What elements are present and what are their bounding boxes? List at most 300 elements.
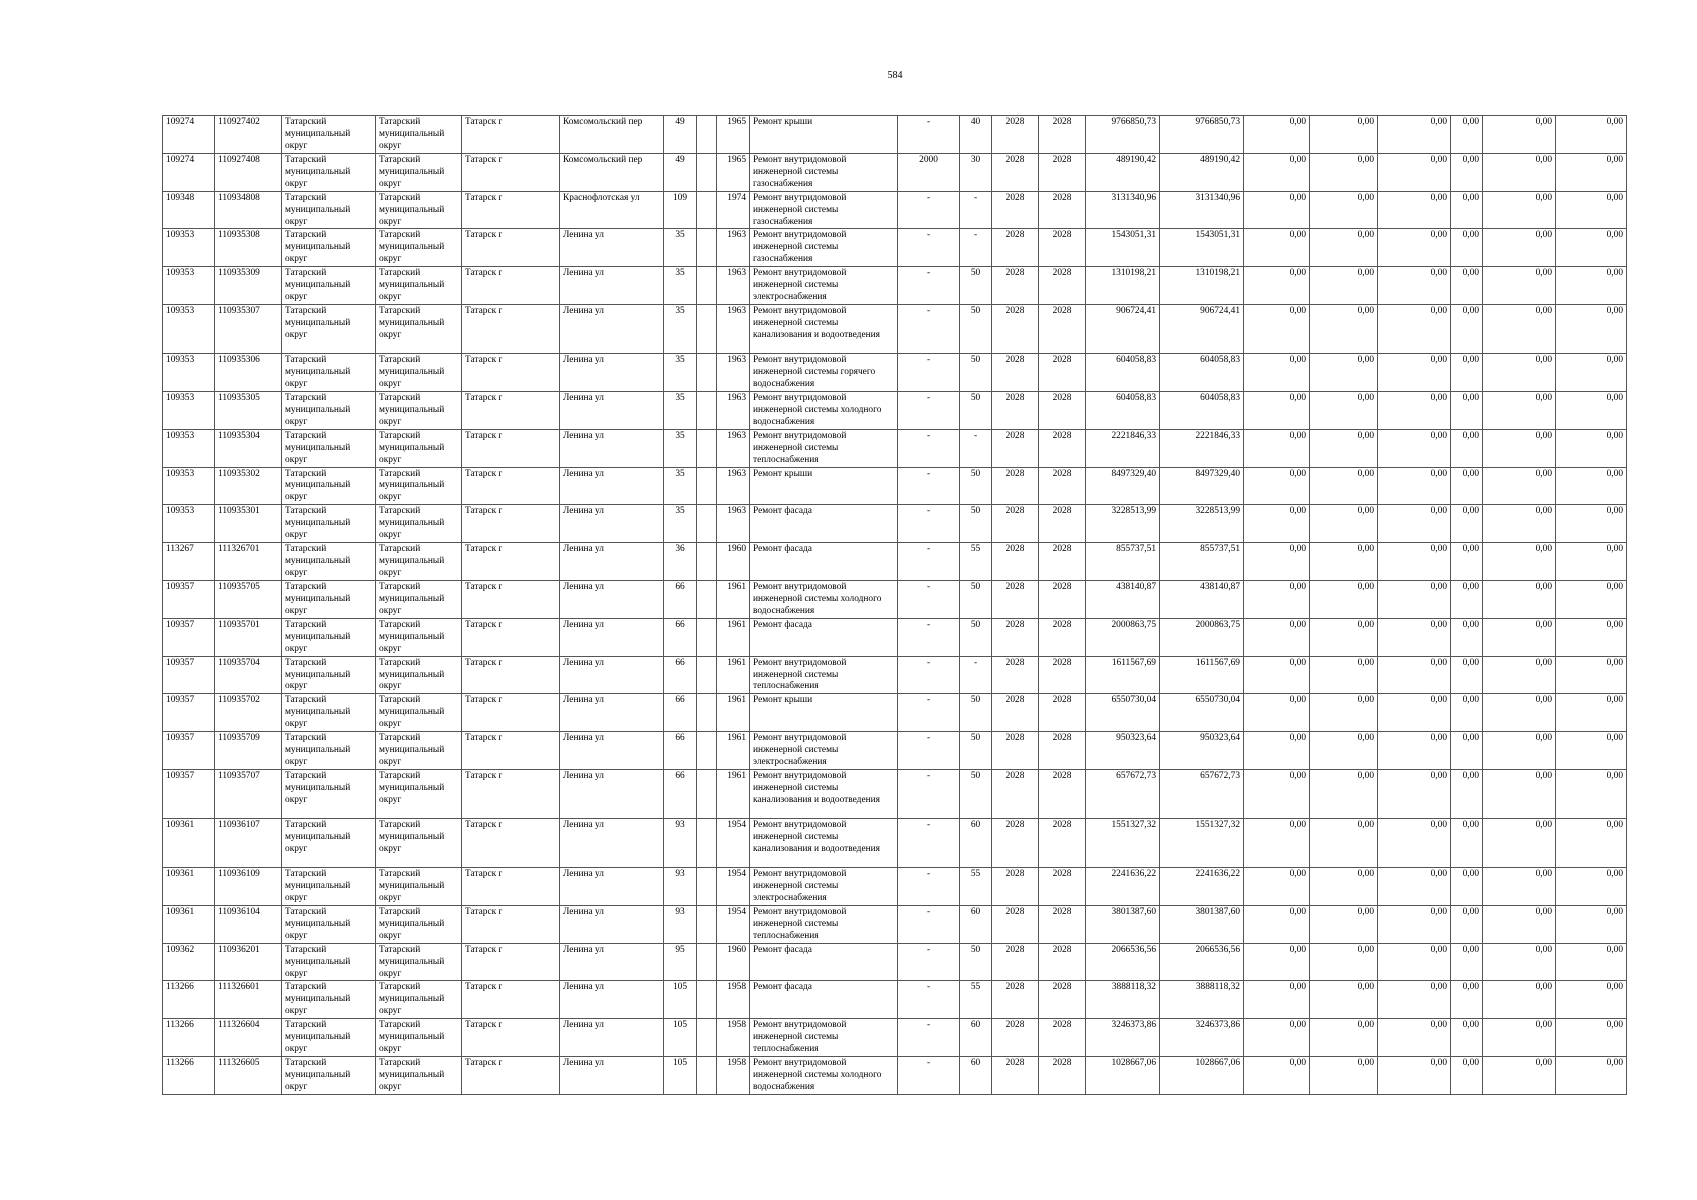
house-id-cell: 109357 xyxy=(163,770,215,819)
plan-end-year-cell: 2028 xyxy=(1039,391,1086,429)
regional-budget-cell: 0,00 xyxy=(1310,305,1378,354)
municipality-cell: Татарский муниципальный округ xyxy=(376,467,462,505)
regional-fund-cost-cell: 657672,73 xyxy=(1160,770,1244,819)
element-id-cell: 110935302 xyxy=(215,467,282,505)
wear-percent-cell: 50 xyxy=(960,770,992,819)
table-row xyxy=(163,981,1627,1019)
regional-fund-cost-cell: 6550730,04 xyxy=(1160,694,1244,732)
regional-budget-cell: 0,00 xyxy=(1310,868,1378,906)
house-id-cell: 109361 xyxy=(163,905,215,943)
building-cell xyxy=(697,656,717,694)
plan-end-year-cell: 2028 xyxy=(1039,191,1086,229)
building-cell xyxy=(697,229,717,267)
regional-budget-cell: 0,00 xyxy=(1310,1057,1378,1095)
other-sources-cell: 0,00 xyxy=(1483,229,1556,267)
year-built-cell: 1961 xyxy=(717,694,750,732)
other-sources-cell: 0,00 xyxy=(1483,354,1556,392)
reserve-cost-cell: 0,00 xyxy=(1556,429,1627,467)
locality-cell: Татарск г xyxy=(462,391,560,429)
plan-start-year-cell: 2028 xyxy=(992,770,1039,819)
owners-cost-cell: 0,00 xyxy=(1451,191,1483,229)
plan-end-year-cell: 2028 xyxy=(1039,1019,1086,1057)
locality-cell: Татарск г xyxy=(462,819,560,868)
street-cell: Ленина ул xyxy=(560,505,664,543)
house-number-cell: 35 xyxy=(664,391,697,429)
wear-percent-cell: - xyxy=(960,191,992,229)
street-cell: Ленина ул xyxy=(560,229,664,267)
reserve-cost-cell: 0,00 xyxy=(1556,868,1627,906)
element-id-cell: 110935705 xyxy=(215,580,282,618)
reserve-cost-cell: 0,00 xyxy=(1556,267,1627,305)
house-number-cell: 49 xyxy=(664,116,697,154)
plan-end-year-cell: 2028 xyxy=(1039,153,1086,191)
wear-percent-cell: - xyxy=(960,656,992,694)
total-cost-cell: 1028667,06 xyxy=(1086,1057,1160,1095)
wear-percent-cell: 50 xyxy=(960,618,992,656)
building-cell xyxy=(697,391,717,429)
page-number: 584 xyxy=(887,70,903,81)
total-cost-cell: 9766850,73 xyxy=(1086,116,1160,154)
last-repair-year-cell: - xyxy=(898,354,960,392)
wear-percent-cell: 55 xyxy=(960,868,992,906)
locality-cell: Татарск г xyxy=(462,191,560,229)
reserve-cost-cell: 0,00 xyxy=(1556,505,1627,543)
locality-cell: Татарск г xyxy=(462,981,560,1019)
other-sources-cell: 0,00 xyxy=(1483,467,1556,505)
plan-end-year-cell: 2028 xyxy=(1039,267,1086,305)
element-id-cell: 111326604 xyxy=(215,1019,282,1057)
year-built-cell: 1960 xyxy=(717,543,750,581)
street-cell: Ленина ул xyxy=(560,618,664,656)
reserve-cost-cell: 0,00 xyxy=(1556,354,1627,392)
owners-cost-cell: 0,00 xyxy=(1451,391,1483,429)
plan-start-year-cell: 2028 xyxy=(992,267,1039,305)
wear-percent-cell: 40 xyxy=(960,116,992,154)
work-type-cell: Ремонт внутридомовой инженерной системы теплоснабжения xyxy=(750,905,898,943)
house-number-cell: 36 xyxy=(664,543,697,581)
municipality-cell: Татарский муниципальный округ xyxy=(376,694,462,732)
other-sources-cell: 0,00 xyxy=(1483,429,1556,467)
wear-percent-cell: 50 xyxy=(960,505,992,543)
regional-fund-cost-cell: 2221846,33 xyxy=(1160,429,1244,467)
year-built-cell: 1961 xyxy=(717,770,750,819)
regional-fund-cost-cell: 1310198,21 xyxy=(1160,267,1244,305)
federal-cost-cell: 0,00 xyxy=(1244,1057,1310,1095)
plan-end-year-cell: 2028 xyxy=(1039,770,1086,819)
table-row xyxy=(163,694,1627,732)
federal-cost-cell: 0,00 xyxy=(1244,694,1310,732)
regional-budget-cell: 0,00 xyxy=(1310,229,1378,267)
municipality-cell: Татарский муниципальный округ xyxy=(376,153,462,191)
reserve-cost-cell: 0,00 xyxy=(1556,229,1627,267)
reserve-cost-cell: 0,00 xyxy=(1556,943,1627,981)
total-cost-cell: 489190,42 xyxy=(1086,153,1160,191)
federal-cost-cell: 0,00 xyxy=(1244,618,1310,656)
owners-cost-cell: 0,00 xyxy=(1451,868,1483,906)
owners-cost-cell: 0,00 xyxy=(1451,543,1483,581)
last-repair-year-cell: - xyxy=(898,1057,960,1095)
house-number-cell: 66 xyxy=(664,580,697,618)
table-row xyxy=(163,354,1627,392)
local-budget-cell: 0,00 xyxy=(1378,354,1451,392)
plan-start-year-cell: 2028 xyxy=(992,694,1039,732)
element-id-cell: 111326701 xyxy=(215,543,282,581)
year-built-cell: 1965 xyxy=(717,116,750,154)
owners-cost-cell: 0,00 xyxy=(1451,656,1483,694)
year-built-cell: 1961 xyxy=(717,732,750,770)
house-number-cell: 109 xyxy=(664,191,697,229)
plan-end-year-cell: 2028 xyxy=(1039,505,1086,543)
plan-end-year-cell: 2028 xyxy=(1039,467,1086,505)
table-row xyxy=(163,656,1627,694)
house-number-cell: 105 xyxy=(664,1057,697,1095)
last-repair-year-cell: - xyxy=(898,656,960,694)
regional-budget-cell: 0,00 xyxy=(1310,467,1378,505)
plan-start-year-cell: 2028 xyxy=(992,943,1039,981)
total-cost-cell: 438140,87 xyxy=(1086,580,1160,618)
local-budget-cell: 0,00 xyxy=(1378,868,1451,906)
last-repair-year-cell: - xyxy=(898,981,960,1019)
district-cell: Татарский муниципальный округ xyxy=(282,618,376,656)
other-sources-cell: 0,00 xyxy=(1483,943,1556,981)
last-repair-year-cell: - xyxy=(898,618,960,656)
plan-start-year-cell: 2028 xyxy=(992,505,1039,543)
last-repair-year-cell: 2000 xyxy=(898,153,960,191)
reserve-cost-cell: 0,00 xyxy=(1556,1019,1627,1057)
plan-start-year-cell: 2028 xyxy=(992,656,1039,694)
street-cell: Ленина ул xyxy=(560,354,664,392)
municipality-cell: Татарский муниципальный округ xyxy=(376,943,462,981)
plan-start-year-cell: 2028 xyxy=(992,229,1039,267)
house-id-cell: 109353 xyxy=(163,467,215,505)
regional-fund-cost-cell: 1611567,69 xyxy=(1160,656,1244,694)
municipality-cell: Татарский муниципальный округ xyxy=(376,267,462,305)
element-id-cell: 110935301 xyxy=(215,505,282,543)
plan-start-year-cell: 2028 xyxy=(992,732,1039,770)
federal-cost-cell: 0,00 xyxy=(1244,868,1310,906)
street-cell: Ленина ул xyxy=(560,1057,664,1095)
federal-cost-cell: 0,00 xyxy=(1244,467,1310,505)
street-cell: Ленина ул xyxy=(560,267,664,305)
last-repair-year-cell: - xyxy=(898,267,960,305)
federal-cost-cell: 0,00 xyxy=(1244,819,1310,868)
street-cell: Комсомольский пер xyxy=(560,153,664,191)
other-sources-cell: 0,00 xyxy=(1483,1019,1556,1057)
year-built-cell: 1963 xyxy=(717,467,750,505)
other-sources-cell: 0,00 xyxy=(1483,981,1556,1019)
regional-fund-cost-cell: 9766850,73 xyxy=(1160,116,1244,154)
other-sources-cell: 0,00 xyxy=(1483,505,1556,543)
regional-fund-cost-cell: 604058,83 xyxy=(1160,354,1244,392)
building-cell xyxy=(697,267,717,305)
table-row xyxy=(163,1019,1627,1057)
work-type-cell: Ремонт внутридомовой инженерной системы холодного водоснабжения xyxy=(750,391,898,429)
house-id-cell: 109357 xyxy=(163,694,215,732)
table-row xyxy=(163,732,1627,770)
local-budget-cell: 0,00 xyxy=(1378,905,1451,943)
street-cell: Ленина ул xyxy=(560,656,664,694)
district-cell: Татарский муниципальный округ xyxy=(282,694,376,732)
house-number-cell: 66 xyxy=(664,694,697,732)
plan-end-year-cell: 2028 xyxy=(1039,981,1086,1019)
regional-fund-cost-cell: 3246373,86 xyxy=(1160,1019,1244,1057)
plan-end-year-cell: 2028 xyxy=(1039,868,1086,906)
locality-cell: Татарск г xyxy=(462,305,560,354)
regional-fund-cost-cell: 489190,42 xyxy=(1160,153,1244,191)
locality-cell: Татарск г xyxy=(462,267,560,305)
table-row xyxy=(163,868,1627,906)
house-id-cell: 109353 xyxy=(163,354,215,392)
work-type-cell: Ремонт фасада xyxy=(750,943,898,981)
house-id-cell: 113266 xyxy=(163,1057,215,1095)
other-sources-cell: 0,00 xyxy=(1483,1057,1556,1095)
last-repair-year-cell: - xyxy=(898,543,960,581)
house-id-cell: 109353 xyxy=(163,229,215,267)
local-budget-cell: 0,00 xyxy=(1378,943,1451,981)
regional-budget-cell: 0,00 xyxy=(1310,819,1378,868)
work-type-cell: Ремонт внутридомовой инженерной системы канализования и водоотведения xyxy=(750,770,898,819)
year-built-cell: 1965 xyxy=(717,153,750,191)
house-number-cell: 66 xyxy=(664,618,697,656)
building-cell xyxy=(697,981,717,1019)
local-budget-cell: 0,00 xyxy=(1378,1057,1451,1095)
plan-end-year-cell: 2028 xyxy=(1039,732,1086,770)
reserve-cost-cell: 0,00 xyxy=(1556,191,1627,229)
work-type-cell: Ремонт внутридомовой инженерной системы газоснабжения xyxy=(750,191,898,229)
plan-start-year-cell: 2028 xyxy=(992,981,1039,1019)
house-number-cell: 93 xyxy=(664,868,697,906)
district-cell: Татарский муниципальный округ xyxy=(282,656,376,694)
house-id-cell: 109357 xyxy=(163,618,215,656)
total-cost-cell: 855737,51 xyxy=(1086,543,1160,581)
other-sources-cell: 0,00 xyxy=(1483,656,1556,694)
regional-budget-cell: 0,00 xyxy=(1310,656,1378,694)
year-built-cell: 1954 xyxy=(717,868,750,906)
locality-cell: Татарск г xyxy=(462,618,560,656)
last-repair-year-cell: - xyxy=(898,905,960,943)
last-repair-year-cell: - xyxy=(898,819,960,868)
district-cell: Татарский муниципальный округ xyxy=(282,354,376,392)
table-row xyxy=(163,943,1627,981)
district-cell: Татарский муниципальный округ xyxy=(282,267,376,305)
plan-start-year-cell: 2028 xyxy=(992,429,1039,467)
reserve-cost-cell: 0,00 xyxy=(1556,770,1627,819)
capital-repair-table xyxy=(162,115,1627,1095)
building-cell xyxy=(697,429,717,467)
owners-cost-cell: 0,00 xyxy=(1451,694,1483,732)
plan-start-year-cell: 2028 xyxy=(992,819,1039,868)
wear-percent-cell: 50 xyxy=(960,580,992,618)
other-sources-cell: 0,00 xyxy=(1483,770,1556,819)
reserve-cost-cell: 0,00 xyxy=(1556,543,1627,581)
regional-budget-cell: 0,00 xyxy=(1310,694,1378,732)
work-type-cell: Ремонт внутридомовой инженерной системы теплоснабжения xyxy=(750,1019,898,1057)
district-cell: Татарский муниципальный округ xyxy=(282,580,376,618)
regional-fund-cost-cell: 855737,51 xyxy=(1160,543,1244,581)
owners-cost-cell: 0,00 xyxy=(1451,429,1483,467)
building-cell xyxy=(697,354,717,392)
local-budget-cell: 0,00 xyxy=(1378,981,1451,1019)
owners-cost-cell: 0,00 xyxy=(1451,305,1483,354)
building-cell xyxy=(697,116,717,154)
plan-end-year-cell: 2028 xyxy=(1039,694,1086,732)
last-repair-year-cell: - xyxy=(898,868,960,906)
table-row xyxy=(163,429,1627,467)
table-row xyxy=(163,905,1627,943)
house-number-cell: 66 xyxy=(664,732,697,770)
last-repair-year-cell: - xyxy=(898,229,960,267)
wear-percent-cell: 60 xyxy=(960,819,992,868)
regional-fund-cost-cell: 8497329,40 xyxy=(1160,467,1244,505)
owners-cost-cell: 0,00 xyxy=(1451,732,1483,770)
municipality-cell: Татарский муниципальный округ xyxy=(376,505,462,543)
owners-cost-cell: 0,00 xyxy=(1451,1057,1483,1095)
local-budget-cell: 0,00 xyxy=(1378,1019,1451,1057)
year-built-cell: 1954 xyxy=(717,819,750,868)
street-cell: Ленина ул xyxy=(560,305,664,354)
plan-start-year-cell: 2028 xyxy=(992,354,1039,392)
building-cell xyxy=(697,580,717,618)
last-repair-year-cell: - xyxy=(898,580,960,618)
plan-start-year-cell: 2028 xyxy=(992,580,1039,618)
other-sources-cell: 0,00 xyxy=(1483,819,1556,868)
regional-budget-cell: 0,00 xyxy=(1310,505,1378,543)
last-repair-year-cell: - xyxy=(898,732,960,770)
total-cost-cell: 906724,41 xyxy=(1086,305,1160,354)
year-built-cell: 1954 xyxy=(717,905,750,943)
wear-percent-cell: 60 xyxy=(960,1057,992,1095)
street-cell: Ленина ул xyxy=(560,819,664,868)
house-id-cell: 109274 xyxy=(163,153,215,191)
regional-fund-cost-cell: 950323,64 xyxy=(1160,732,1244,770)
municipality-cell: Татарский муниципальный округ xyxy=(376,116,462,154)
plan-start-year-cell: 2028 xyxy=(992,1057,1039,1095)
total-cost-cell: 6550730,04 xyxy=(1086,694,1160,732)
plan-start-year-cell: 2028 xyxy=(992,868,1039,906)
last-repair-year-cell: - xyxy=(898,1019,960,1057)
work-type-cell: Ремонт внутридомовой инженерной системы электроснабжения xyxy=(750,868,898,906)
total-cost-cell: 1543051,31 xyxy=(1086,229,1160,267)
element-id-cell: 110935701 xyxy=(215,618,282,656)
municipality-cell: Татарский муниципальный округ xyxy=(376,580,462,618)
municipality-cell: Татарский муниципальный округ xyxy=(376,732,462,770)
locality-cell: Татарск г xyxy=(462,868,560,906)
last-repair-year-cell: - xyxy=(898,943,960,981)
federal-cost-cell: 0,00 xyxy=(1244,981,1310,1019)
house-id-cell: 109357 xyxy=(163,656,215,694)
reserve-cost-cell: 0,00 xyxy=(1556,153,1627,191)
locality-cell: Татарск г xyxy=(462,153,560,191)
local-budget-cell: 0,00 xyxy=(1378,618,1451,656)
regional-fund-cost-cell: 2000863,75 xyxy=(1160,618,1244,656)
federal-cost-cell: 0,00 xyxy=(1244,943,1310,981)
table-row xyxy=(163,580,1627,618)
federal-cost-cell: 0,00 xyxy=(1244,543,1310,581)
municipality-cell: Татарский муниципальный округ xyxy=(376,1057,462,1095)
house-number-cell: 66 xyxy=(664,770,697,819)
owners-cost-cell: 0,00 xyxy=(1451,981,1483,1019)
owners-cost-cell: 0,00 xyxy=(1451,116,1483,154)
federal-cost-cell: 0,00 xyxy=(1244,732,1310,770)
wear-percent-cell: 50 xyxy=(960,354,992,392)
local-budget-cell: 0,00 xyxy=(1378,580,1451,618)
plan-start-year-cell: 2028 xyxy=(992,618,1039,656)
street-cell: Ленина ул xyxy=(560,580,664,618)
total-cost-cell: 8497329,40 xyxy=(1086,467,1160,505)
owners-cost-cell: 0,00 xyxy=(1451,580,1483,618)
element-id-cell: 110936109 xyxy=(215,868,282,906)
other-sources-cell: 0,00 xyxy=(1483,580,1556,618)
element-id-cell: 110927402 xyxy=(215,116,282,154)
wear-percent-cell: 50 xyxy=(960,267,992,305)
work-type-cell: Ремонт внутридомовой инженерной системы электроснабжения xyxy=(750,732,898,770)
house-number-cell: 35 xyxy=(664,467,697,505)
year-built-cell: 1958 xyxy=(717,1057,750,1095)
regional-fund-cost-cell: 3228513,99 xyxy=(1160,505,1244,543)
table-row xyxy=(163,1057,1627,1095)
last-repair-year-cell: - xyxy=(898,429,960,467)
street-cell: Ленина ул xyxy=(560,905,664,943)
locality-cell: Татарск г xyxy=(462,1019,560,1057)
element-id-cell: 110935307 xyxy=(215,305,282,354)
district-cell: Татарский муниципальный округ xyxy=(282,543,376,581)
building-cell xyxy=(697,905,717,943)
wear-percent-cell: 50 xyxy=(960,943,992,981)
street-cell: Ленина ул xyxy=(560,732,664,770)
locality-cell: Татарск г xyxy=(462,543,560,581)
total-cost-cell: 657672,73 xyxy=(1086,770,1160,819)
last-repair-year-cell: - xyxy=(898,694,960,732)
reserve-cost-cell: 0,00 xyxy=(1556,819,1627,868)
plan-end-year-cell: 2028 xyxy=(1039,543,1086,581)
regional-budget-cell: 0,00 xyxy=(1310,391,1378,429)
wear-percent-cell: 60 xyxy=(960,1019,992,1057)
reserve-cost-cell: 0,00 xyxy=(1556,580,1627,618)
building-cell xyxy=(697,505,717,543)
wear-percent-cell: - xyxy=(960,229,992,267)
other-sources-cell: 0,00 xyxy=(1483,694,1556,732)
house-id-cell: 109357 xyxy=(163,580,215,618)
plan-start-year-cell: 2028 xyxy=(992,1019,1039,1057)
house-id-cell: 109353 xyxy=(163,267,215,305)
district-cell: Татарский муниципальный округ xyxy=(282,505,376,543)
reserve-cost-cell: 0,00 xyxy=(1556,467,1627,505)
district-cell: Татарский муниципальный округ xyxy=(282,819,376,868)
district-cell: Татарский муниципальный округ xyxy=(282,981,376,1019)
federal-cost-cell: 0,00 xyxy=(1244,354,1310,392)
district-cell: Татарский муниципальный округ xyxy=(282,467,376,505)
house-number-cell: 66 xyxy=(664,656,697,694)
plan-end-year-cell: 2028 xyxy=(1039,429,1086,467)
building-cell xyxy=(697,1019,717,1057)
element-id-cell: 110935308 xyxy=(215,229,282,267)
plan-end-year-cell: 2028 xyxy=(1039,943,1086,981)
year-built-cell: 1958 xyxy=(717,981,750,1019)
building-cell xyxy=(697,1057,717,1095)
work-type-cell: Ремонт крыши xyxy=(750,467,898,505)
owners-cost-cell: 0,00 xyxy=(1451,267,1483,305)
house-number-cell: 105 xyxy=(664,1019,697,1057)
local-budget-cell: 0,00 xyxy=(1378,505,1451,543)
locality-cell: Татарск г xyxy=(462,229,560,267)
locality-cell: Татарск г xyxy=(462,467,560,505)
reserve-cost-cell: 0,00 xyxy=(1556,1057,1627,1095)
reserve-cost-cell: 0,00 xyxy=(1556,981,1627,1019)
federal-cost-cell: 0,00 xyxy=(1244,391,1310,429)
local-budget-cell: 0,00 xyxy=(1378,191,1451,229)
wear-percent-cell: 50 xyxy=(960,732,992,770)
work-type-cell: Ремонт внутридомовой инженерной системы холодного водоснабжения xyxy=(750,580,898,618)
